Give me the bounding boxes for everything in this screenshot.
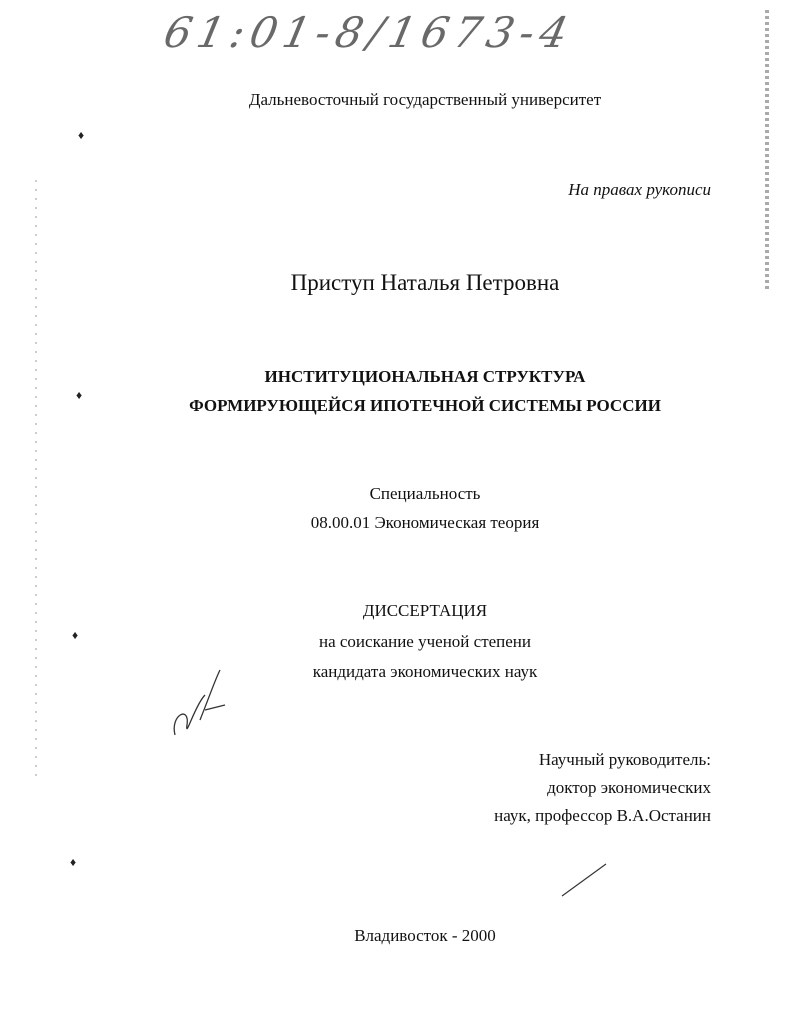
supervisor-label: Научный руководитель: [538,750,711,769]
punch-mark-icon: ♦ [70,855,77,869]
punch-mark-icon: ♦ [72,628,79,642]
title-line-1: ИНСТИТУЦИОНАЛЬНАЯ СТРУКТУРА [264,367,586,386]
supervisor-line-1: доктор экономических [547,778,711,797]
university: Дальневосточный государственный университет [248,90,602,109]
punch-mark-icon: ♦ [76,388,83,402]
degree-line-1: на соискание ученой степени [318,632,532,651]
supervisor-line-2: наук, профессор В.А.Останин [494,806,711,825]
punch-mark-icon: ♦ [78,128,85,142]
manuscript-rights: На правах рукописи [568,180,711,199]
document-type: ДИССЕРТАЦИЯ [362,601,488,620]
author-name: Приступ Наталья Петровна [290,270,560,295]
signature [165,665,235,745]
specialty: 08.00.01 Экономическая теория [310,513,540,532]
handwritten-code: 61:01-8/1673-4 [159,8,579,57]
specialty-label: Специальность [369,484,481,503]
city-year: Владивосток - 2000 [354,926,496,945]
title-line-2: ФОРМИРУЮЩЕЙСЯ ИПОТЕЧНОЙ СИСТЕМЫ РОССИИ [189,396,661,415]
scan-edge [765,10,769,290]
degree-line-2: кандидата экономических наук [312,662,538,681]
pen-stroke [560,860,610,900]
